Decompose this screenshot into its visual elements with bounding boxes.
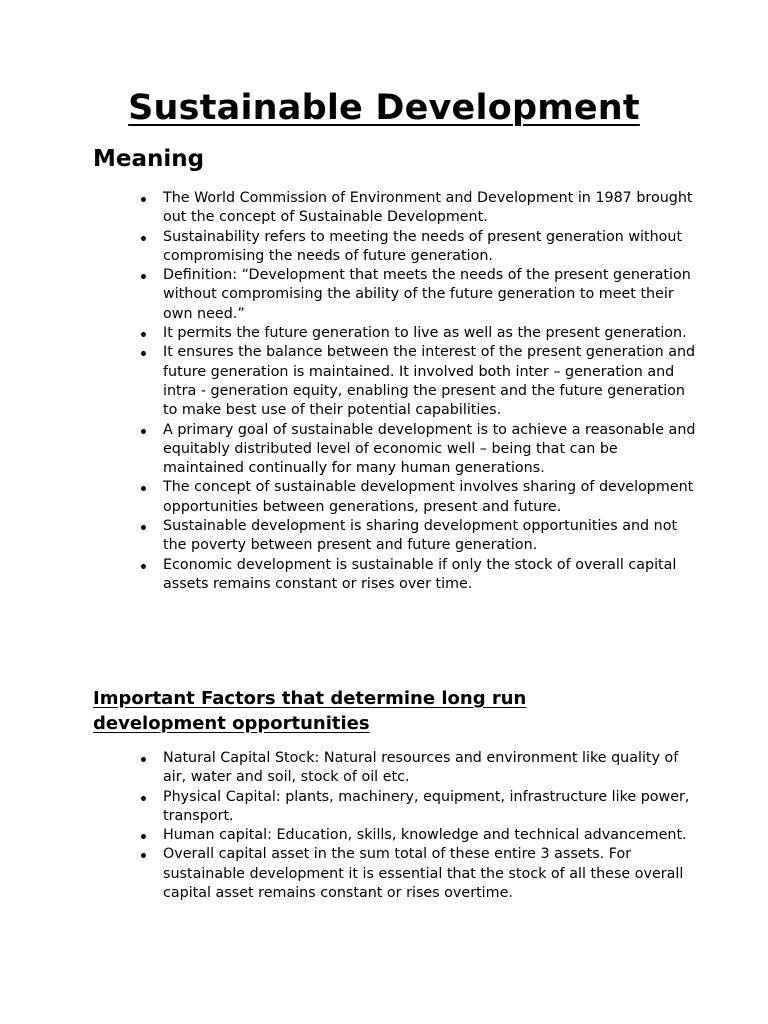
list-item (138, 266, 698, 324)
list-item (138, 826, 698, 845)
bullet-icon (141, 525, 146, 530)
list-item-text: Human capital: Education, skills, knowledge and technical advancement. (163, 827, 687, 844)
bullet-icon (141, 197, 146, 202)
list-item (138, 556, 698, 595)
bullet-icon (141, 486, 146, 491)
meaning-heading: Meaning (93, 146, 205, 172)
list-item (138, 478, 698, 517)
list-item-text: The concept of sustainable development involves sharing of development opportunities between generations, present and future. (163, 479, 694, 515)
bullet-icon (141, 332, 146, 337)
bullet-icon (141, 796, 146, 801)
list-item-text: Overall capital asset in the sum total of these entire 3 assets. For sustainable development it is essential that the stock of all these overall capital asset remains constant or rises overtime. (163, 846, 684, 902)
list-item-text: Definition: “Development that meets the needs of the present generation without compromising the ability of the future generation to meet their own need.” (163, 267, 691, 322)
document-title: Sustainable Development (128, 88, 640, 128)
bullet-icon (141, 351, 146, 356)
list-item (138, 343, 698, 420)
list-item-text: The World Commission of Environment and Development in 1987 brought out the concept of Sustainable Development. (163, 190, 693, 226)
list-item (138, 189, 698, 228)
list-item (138, 788, 698, 827)
list-item-text: Natural Capital Stock: Natural resources and environment like quality of air, water and soil, stock of oil etc. (163, 750, 679, 786)
list-item-text: Sustainable development is sharing development opportunities and not the poverty between present and future generation. (163, 518, 678, 554)
list-item (138, 749, 698, 788)
list-item (138, 421, 698, 479)
list-item-text: Sustainability refers to meeting the needs of present generation without compromising the needs of future generation. (163, 228, 683, 264)
list-item (138, 517, 698, 556)
list-item-text: A primary goal of sustainable development is to achieve a reasonable and equitably distributed level of economic well – being that can be maintained continually for many human generations. (163, 421, 696, 477)
meaning-list (138, 189, 698, 594)
list-item-text: It permits the future generation to live as well as the present generation. (163, 325, 687, 342)
list-item (138, 228, 698, 267)
bullet-icon (141, 757, 146, 762)
bullet-icon (141, 236, 146, 241)
bullet-icon (141, 274, 146, 279)
factors-list (138, 749, 698, 903)
list-item-text: It ensures the balance between the interest of the present generation and future generation is maintained. It involved both inter – generation and intra - generation equity, enabling the present and the future generation to make best use of their potential capabilities. (163, 344, 696, 419)
bullet-icon (141, 564, 146, 569)
bullet-icon (141, 834, 146, 839)
list-item-text: Economic development is sustainable if only the stock of overall capital assets remains constant or rises over time. (163, 556, 677, 592)
bullet-icon (141, 429, 146, 434)
list-item (138, 324, 698, 343)
bullet-icon (141, 853, 146, 858)
list-item-text: Physical Capital: plants, machinery, equipment, infrastructure like power, transport. (163, 788, 690, 824)
factors-heading: Important Factors that determine long run development opportunities (93, 688, 527, 734)
list-item (138, 845, 698, 903)
